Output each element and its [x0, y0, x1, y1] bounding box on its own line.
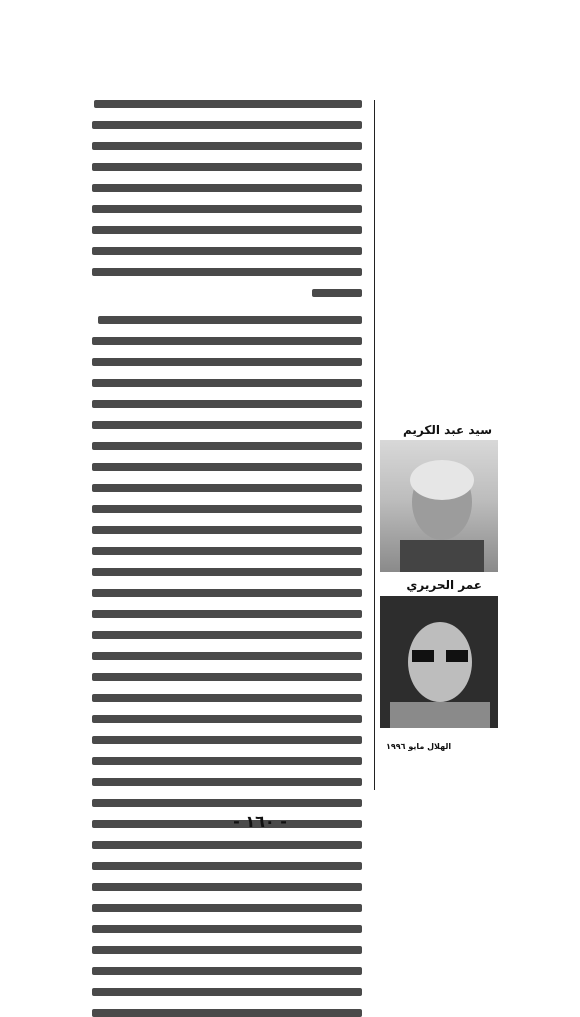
photo-caption-2: عمر الحريري	[406, 578, 482, 592]
text-line	[92, 379, 362, 387]
text-line	[92, 142, 362, 150]
text-line	[92, 904, 362, 912]
text-line	[92, 652, 362, 660]
text-line	[92, 268, 362, 276]
paragraph-1	[92, 100, 362, 297]
text-line	[92, 121, 362, 129]
text-line	[92, 163, 362, 171]
text-line	[92, 463, 362, 471]
text-line	[92, 184, 362, 192]
text-line	[92, 484, 362, 492]
body-text-column	[92, 100, 362, 792]
text-line	[92, 862, 362, 870]
text-line	[92, 757, 362, 765]
photo-caption-1: سيد عبد الكريم	[403, 423, 492, 437]
text-line	[92, 715, 362, 723]
column-divider	[374, 100, 375, 790]
text-line	[98, 316, 362, 324]
text-line	[92, 841, 362, 849]
text-line	[92, 400, 362, 408]
text-line	[92, 1009, 362, 1017]
text-line	[92, 673, 362, 681]
text-line	[92, 631, 362, 639]
text-line	[94, 100, 362, 108]
text-line	[92, 967, 362, 975]
text-line	[312, 289, 362, 297]
portrait-photo-2	[380, 596, 498, 728]
text-line	[92, 736, 362, 744]
text-line	[92, 694, 362, 702]
text-line	[92, 778, 362, 786]
magazine-footer-logo: الهلال مايو ١٩٩٦	[386, 742, 452, 751]
text-line	[92, 526, 362, 534]
text-line	[92, 505, 362, 513]
text-line	[92, 589, 362, 597]
text-line	[92, 226, 362, 234]
page-number: - ١٦٠ -	[233, 812, 287, 831]
text-line	[92, 988, 362, 996]
text-line	[92, 358, 362, 366]
text-line	[92, 799, 362, 807]
text-line	[92, 421, 362, 429]
text-line	[92, 205, 362, 213]
paragraph-2	[92, 316, 362, 1017]
text-line	[92, 946, 362, 954]
portrait-photo-1	[380, 440, 498, 572]
text-line	[92, 883, 362, 891]
text-line	[92, 610, 362, 618]
text-line	[92, 925, 362, 933]
text-line	[92, 337, 362, 345]
text-line	[92, 442, 362, 450]
text-line	[92, 568, 362, 576]
text-line	[92, 547, 362, 555]
text-line	[92, 247, 362, 255]
